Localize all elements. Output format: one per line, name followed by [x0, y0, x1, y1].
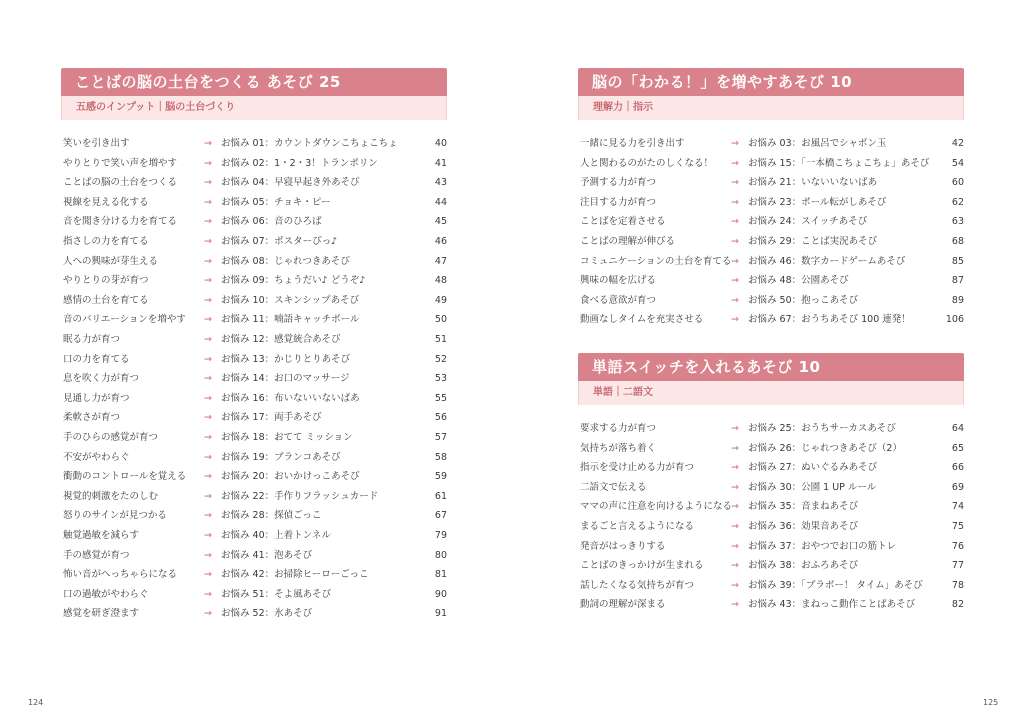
- list-item: [61, 252, 447, 272]
- row-target: お悩み 21：いないいないばあ: [748, 177, 878, 189]
- arrow-icon: →: [204, 549, 212, 561]
- list-item: [61, 369, 447, 389]
- row-target: お悩み 43：まねっこ動作ことばあそび: [748, 599, 916, 611]
- row-target: お悩み 50：抱っこあそび: [748, 294, 859, 306]
- row-label: 眠る力が育つ: [63, 334, 121, 345]
- row-target: お悩み 25：おうちサーカスあそび: [748, 423, 896, 434]
- row-label: やりとりで笑い声を増やす: [63, 157, 178, 169]
- list-item: [61, 271, 447, 291]
- list-item: [578, 291, 964, 311]
- page-ref: 50: [434, 314, 447, 326]
- row-label: コミュニケーションの土台を育てる: [580, 255, 732, 267]
- list-item: [578, 154, 964, 174]
- arrow-icon: →: [204, 294, 212, 306]
- row-label: ことばを定着させる: [580, 216, 666, 228]
- list-item: [578, 271, 964, 291]
- row-target: お悩み 05：チョキ・ピー: [221, 196, 331, 208]
- row-target: お悩み 35：音まねあそび: [748, 501, 859, 513]
- row-target: お悩み 24：スイッチあそび: [748, 216, 868, 228]
- page-ref: 55: [434, 392, 447, 404]
- list-item: [578, 232, 964, 252]
- arrow-icon: →: [731, 255, 739, 267]
- arrow-icon: →: [204, 569, 212, 581]
- arrow-icon: →: [204, 157, 212, 169]
- row-label: ことばの理解が伸びる: [580, 236, 676, 247]
- list-item: [578, 419, 964, 439]
- list-item: [61, 310, 447, 330]
- row-label: 一緒に見る力を引き出す: [580, 138, 685, 149]
- row-label: 要求する力が育つ: [580, 423, 657, 434]
- arrow-icon: →: [204, 412, 212, 424]
- row-target: お悩み 04：早寝早起き外あそび: [221, 177, 360, 189]
- row-label: 笑いを引き出す: [63, 138, 130, 149]
- row-label: 二語文で伝える: [580, 481, 647, 493]
- list-item: [61, 154, 447, 174]
- arrow-icon: →: [204, 608, 212, 620]
- row-target: お悩み 11：喃語キャッチボール: [221, 314, 360, 326]
- list-item: [61, 448, 447, 468]
- row-target: お悩み 06：音のひろば: [221, 216, 322, 228]
- row-label: ことばのきっかけが生まれる: [580, 560, 704, 572]
- page-ref: 68: [951, 236, 964, 247]
- page-ref: 69: [951, 481, 964, 493]
- arrow-icon: →: [731, 157, 739, 169]
- list-item: [61, 408, 447, 428]
- page-ref: 62: [951, 196, 964, 208]
- section-title: 単語スイッチを入れるあそび 10: [578, 353, 964, 381]
- row-label: 感覚を研ぎ澄ます: [63, 608, 140, 620]
- arrow-icon: →: [204, 216, 212, 228]
- row-target: お悩み 17：両手あそび: [221, 412, 322, 424]
- arrow-icon: →: [204, 334, 212, 345]
- row-target: お悩み 51：そよ風あそび: [221, 588, 332, 600]
- row-label: 興味の幅を広げる: [580, 275, 657, 287]
- page-ref: 49: [434, 294, 447, 306]
- page-ref: 66: [951, 462, 964, 474]
- arrow-icon: →: [731, 216, 739, 228]
- arrow-icon: →: [204, 373, 212, 385]
- row-target: お悩み 08：じゃれつきあそび: [221, 255, 350, 267]
- arrow-icon: →: [731, 599, 739, 611]
- list-item: [578, 173, 964, 193]
- row-label: 気持ちが落ち着く: [580, 442, 657, 454]
- list-item: [61, 428, 447, 448]
- row-label: 口の過敏がやわらぐ: [63, 588, 149, 600]
- row-target: お悩み 16：布いないいないばあ: [221, 392, 360, 404]
- list-item: [578, 517, 964, 537]
- row-target: お悩み 20：おいかけっこあそび: [221, 471, 360, 483]
- page-ref: 63: [951, 216, 964, 228]
- row-label: 怒りのサインが見つかる: [63, 510, 167, 522]
- arrow-icon: →: [204, 588, 212, 600]
- arrow-icon: →: [204, 314, 212, 326]
- list-item: [61, 487, 447, 507]
- page-ref: 59: [434, 471, 447, 483]
- list-item: [578, 439, 964, 459]
- arrow-icon: →: [731, 462, 739, 474]
- row-target: お悩み 40：上着トンネル: [221, 530, 331, 541]
- arrow-icon: →: [204, 510, 212, 522]
- row-label: 視線を見える化する: [63, 196, 149, 208]
- row-target: お悩み 10：スキンシップあそび: [221, 294, 360, 306]
- arrow-icon: →: [204, 353, 212, 365]
- row-label: 息を吹く力が育つ: [63, 373, 140, 385]
- row-target: お悩み 27：ぬいぐるみあそび: [748, 462, 878, 474]
- page-ref: 79: [434, 530, 447, 541]
- arrow-icon: →: [731, 236, 739, 247]
- row-label: ママの声に注意を向けるようになる: [580, 501, 733, 513]
- list-item: [61, 526, 447, 546]
- arrow-icon: →: [204, 530, 212, 541]
- row-target: お悩み 42：お掃除ヒーローごっこ: [221, 569, 369, 581]
- section-right-bottom: [578, 353, 964, 623]
- list-item: [61, 546, 447, 566]
- row-label: 口の力を育てる: [63, 353, 130, 365]
- row-label: 視覚的刺激をたのしむ: [63, 490, 159, 502]
- row-target: お悩み 67：おうちあそび 100 連発！: [748, 314, 911, 326]
- row-label: 注目する力が育つ: [580, 196, 657, 208]
- page-ref: 65: [951, 442, 964, 454]
- arrow-icon: →: [731, 314, 739, 326]
- section-right-top: [578, 68, 964, 338]
- row-label: 動詞の理解が深まる: [580, 599, 666, 611]
- list-item: [578, 478, 964, 498]
- page-ref: 54: [951, 157, 964, 169]
- row-target: お悩み 07：ポスターぴっ♪: [221, 236, 338, 247]
- arrow-icon: →: [204, 490, 212, 502]
- row-target: お悩み 13：かじりとりあそび: [221, 353, 351, 365]
- page-ref: 78: [951, 579, 964, 591]
- arrow-icon: →: [204, 177, 212, 189]
- page-ref: 90: [434, 588, 447, 600]
- list-item: [61, 506, 447, 526]
- arrow-icon: →: [204, 275, 212, 287]
- page-ref: 52: [434, 353, 447, 365]
- page-ref: 85: [951, 255, 964, 267]
- list-item: [61, 350, 447, 370]
- row-target: お悩み 38：おふろあそび: [748, 560, 859, 572]
- row-target: お悩み 12：感覚統合あそび: [221, 334, 341, 345]
- page-ref: 45: [434, 216, 447, 228]
- section-left: [61, 68, 447, 628]
- row-target: お悩み 52：氷あそび: [221, 608, 313, 620]
- page-ref: 53: [434, 373, 447, 385]
- row-label: 食べる意欲が育つ: [580, 294, 657, 306]
- page-ref: 64: [951, 423, 964, 434]
- arrow-icon: →: [204, 451, 212, 463]
- row-label: ことばの脳の土台をつくる: [63, 177, 178, 189]
- arrow-icon: →: [731, 501, 739, 513]
- arrow-icon: →: [731, 423, 739, 434]
- row-label: 見通し力が育つ: [63, 392, 130, 404]
- page-ref: 60: [951, 177, 964, 189]
- page-ref: 87: [951, 275, 964, 287]
- row-target: お悩み 22：手作りフラッシュカード: [221, 490, 379, 502]
- row-label: 話したくなる気持ちが育つ: [580, 579, 695, 591]
- list-item: [61, 134, 447, 154]
- arrow-icon: →: [731, 196, 739, 208]
- section-title: 脳の「わかる！」を増やすあそび 10: [578, 68, 964, 96]
- list-item: [578, 497, 964, 517]
- list-item: [578, 193, 964, 213]
- page-ref: 106: [945, 314, 964, 326]
- row-label: 衝動のコントロールを覚える: [63, 471, 187, 483]
- page-ref: 57: [434, 432, 447, 443]
- section-subtitle: 理解力｜指示: [578, 96, 964, 120]
- arrow-icon: →: [204, 432, 212, 443]
- page-ref: 77: [951, 560, 964, 572]
- row-label: 人と関わるのがたのしくなる！: [580, 157, 714, 169]
- section-subtitle: 五感のインプット｜脳の土台づくり: [61, 96, 447, 120]
- arrow-icon: →: [731, 481, 739, 493]
- list-item: [61, 291, 447, 311]
- row-target: お悩み 29：ことば実況あそび: [748, 236, 878, 247]
- arrow-icon: →: [731, 177, 739, 189]
- arrow-icon: →: [204, 471, 212, 483]
- list-item: [61, 467, 447, 487]
- page-ref: 61: [434, 490, 447, 502]
- page-ref: 80: [434, 549, 447, 561]
- page-ref: 43: [434, 177, 447, 189]
- page-ref: 67: [434, 510, 447, 522]
- page-ref: 75: [951, 521, 964, 532]
- row-label: 人への興味が芽生える: [63, 255, 159, 267]
- row-target: お悩み 48：公園あそび: [748, 275, 849, 287]
- page-number-right: 125: [983, 698, 999, 707]
- page-ref: 51: [434, 334, 447, 345]
- page-ref: 82: [951, 599, 964, 611]
- list-item: [61, 565, 447, 585]
- page-ref: 91: [434, 608, 447, 620]
- row-label: 不安がやわらぐ: [63, 451, 130, 463]
- list-item: [61, 193, 447, 213]
- row-target: お悩み 03：お風呂でシャボン玉: [748, 138, 887, 149]
- page-ref: 76: [951, 540, 964, 552]
- page-ref: 89: [951, 294, 964, 306]
- page-ref: 41: [434, 157, 447, 169]
- row-label: 音のバリエーションを増やす: [63, 314, 186, 326]
- row-target: お悩み 14：お口のマッサージ: [221, 373, 350, 385]
- row-label: 予測する力が育つ: [580, 177, 657, 189]
- page-ref: 46: [434, 236, 447, 247]
- list-item: [578, 576, 964, 596]
- arrow-icon: →: [731, 294, 739, 306]
- section-subtitle: 単語｜二語文: [578, 381, 964, 405]
- list-item: [578, 595, 964, 615]
- row-label: まるごと言えるようになる: [580, 521, 695, 532]
- row-target: お悩み 28：探偵ごっこ: [221, 510, 322, 522]
- arrow-icon: →: [731, 521, 739, 532]
- list-item: [578, 252, 964, 272]
- page-number-left: 124: [28, 698, 44, 707]
- row-label: 感情の土台を育てる: [63, 294, 149, 306]
- page-ref: 47: [434, 255, 447, 267]
- row-target: お悩み 23：ボール転がしあそび: [748, 196, 887, 208]
- row-target: お悩み 36：効果音あそび: [748, 521, 859, 532]
- list-item: [578, 134, 964, 154]
- page-ref: 44: [434, 196, 447, 208]
- list-item: [61, 389, 447, 409]
- arrow-icon: →: [204, 236, 212, 247]
- row-target: お悩み 26：じゃれつきあそび（2）: [748, 442, 902, 454]
- section-title: ことばの脳の土台をつくる あそび 25: [61, 68, 447, 96]
- row-label: 手のひらの感覚が育つ: [63, 432, 159, 443]
- list-item: [61, 173, 447, 193]
- row-label: 音を聞き分ける力を育てる: [63, 216, 178, 228]
- list-item: [578, 310, 964, 330]
- list-item: [578, 537, 964, 557]
- arrow-icon: →: [204, 196, 212, 208]
- arrow-icon: →: [731, 560, 739, 572]
- row-target: お悩み 18：おてて ミッション: [221, 432, 353, 443]
- arrow-icon: →: [731, 579, 739, 591]
- page-ref: 40: [434, 138, 447, 149]
- row-target: お悩み 01：カウントダウンこちょこちょ: [221, 138, 398, 149]
- list-item: [61, 330, 447, 350]
- arrow-icon: →: [204, 138, 212, 149]
- list-item: [578, 212, 964, 232]
- row-target: お悩み 37：おやつでお口の筋トレ: [748, 540, 897, 552]
- row-target: お悩み 02：1・2・3！トランポリン: [221, 157, 378, 169]
- page-ref: 42: [951, 138, 964, 149]
- row-label: 動画なしタイムを充実させる: [580, 314, 704, 326]
- list-item: [578, 458, 964, 478]
- page-ref: 56: [434, 412, 447, 424]
- row-target: お悩み 39：「ブラボー！ タイム」あそび: [748, 579, 923, 591]
- row-target: お悩み 15：「一本橋こちょこちょ」あそび: [748, 157, 930, 169]
- page-ref: 81: [434, 569, 447, 581]
- list-item: [61, 585, 447, 605]
- row-target: お悩み 09：ちょうだい♪ どうぞ♪: [221, 275, 366, 287]
- row-target: お悩み 46：数字カードゲームあそび: [748, 255, 906, 267]
- list-item: [61, 232, 447, 252]
- row-label: 触覚過敏を減らす: [63, 530, 140, 541]
- row-target: お悩み 19：ブランコあそび: [221, 451, 341, 463]
- row-target: お悩み 30：公園 1 UP ルール: [748, 481, 877, 493]
- arrow-icon: →: [204, 392, 212, 404]
- arrow-icon: →: [731, 275, 739, 287]
- arrow-icon: →: [204, 255, 212, 267]
- page-ref: 48: [434, 275, 447, 287]
- list-item: [61, 212, 447, 232]
- row-label: 指さしの力を育てる: [63, 236, 149, 247]
- row-label: 手の感覚が育つ: [63, 549, 130, 561]
- row-label: 発音がはっきりする: [580, 540, 666, 552]
- row-target: お悩み 41：泡あそび: [221, 549, 313, 561]
- row-label: 指示を受け止める力が育つ: [580, 462, 695, 474]
- list-item: [578, 556, 964, 576]
- row-label: やりとりの芽が育つ: [63, 275, 149, 287]
- list-item: [61, 604, 447, 624]
- row-label: 柔軟さが育つ: [63, 412, 121, 424]
- arrow-icon: →: [731, 540, 739, 552]
- arrow-icon: →: [731, 442, 739, 454]
- arrow-icon: →: [731, 138, 739, 149]
- page-ref: 58: [434, 451, 447, 463]
- row-label: 怖い音がへっちゃらになる: [63, 569, 178, 581]
- page-ref: 74: [951, 501, 964, 513]
